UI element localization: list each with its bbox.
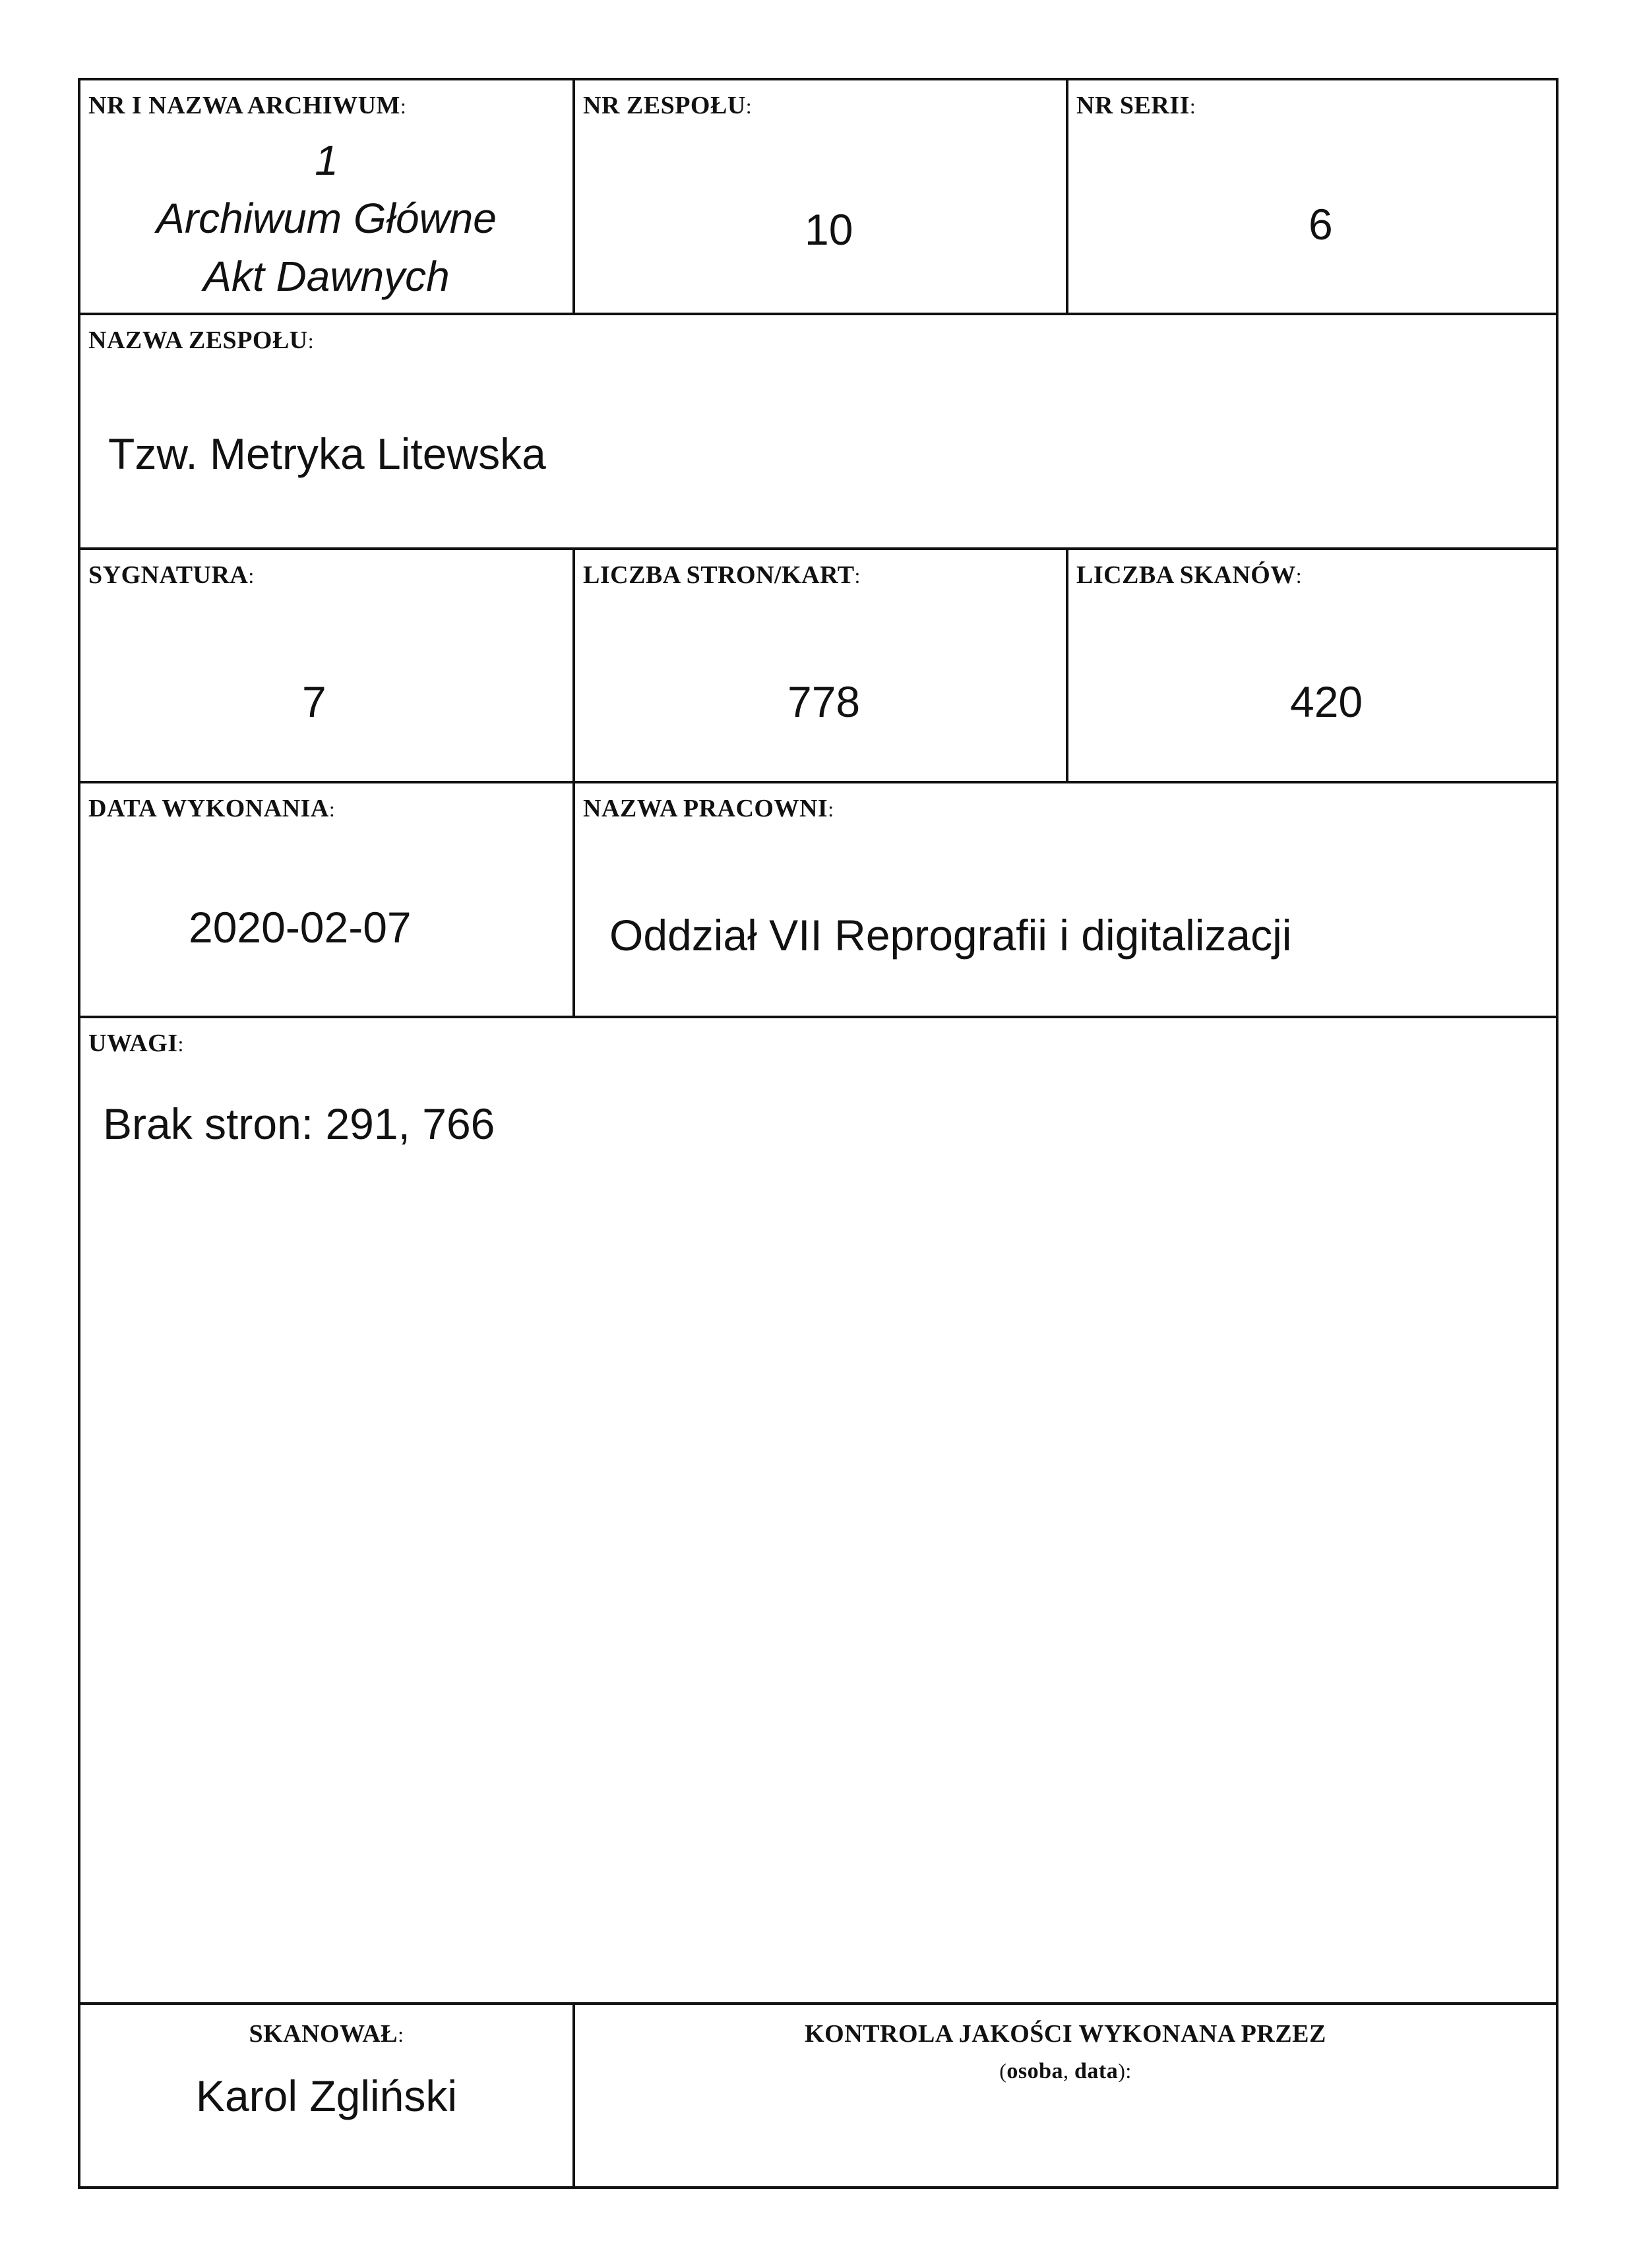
quality-control-person: osoba bbox=[1006, 2059, 1063, 2083]
scanned-by-value: Karol Zgliński bbox=[195, 2071, 458, 2120]
signature-value: 7 bbox=[302, 677, 326, 726]
fonds-number-cell bbox=[575, 80, 1066, 313]
remarks-value: Brak stron: 291, 766 bbox=[103, 1099, 495, 1148]
fonds-number-value: 10 bbox=[805, 205, 853, 254]
quality-control-cell bbox=[575, 2005, 1556, 2189]
scans-count-label: LICZBA SKANÓW: bbox=[1076, 561, 1303, 589]
quality-control-label: KONTROLA JAKOŚCI WYKONANA PRZEZ bbox=[805, 2020, 1326, 2048]
archive-name-line1: Archiwum Główne bbox=[156, 195, 497, 242]
workshop-name-cell bbox=[575, 783, 1556, 1016]
execution-date-label: DATA WYKONANIA: bbox=[88, 795, 336, 822]
series-number-cell bbox=[1068, 80, 1556, 313]
fonds-name-label: NAZWA ZESPOŁU: bbox=[88, 326, 315, 354]
archive-number: 1 bbox=[315, 137, 338, 184]
execution-date-value: 2020-02-07 bbox=[189, 903, 412, 952]
series-number-value: 6 bbox=[1309, 200, 1333, 249]
fonds-name-value: Tzw. Metryka Litewska bbox=[108, 429, 546, 478]
archive-cell bbox=[80, 80, 572, 313]
archive-label: NR I NAZWA ARCHIWUM: bbox=[88, 92, 407, 119]
workshop-name-value: Oddział VII Reprografii i digitalizacji bbox=[609, 911, 1292, 960]
remarks-label: UWAGI: bbox=[88, 1029, 184, 1057]
pages-count-label: LICZBA STRON/KART: bbox=[583, 561, 861, 589]
scan-metadata-form bbox=[78, 78, 1558, 2189]
scanned-by-cell bbox=[80, 2005, 572, 2189]
scans-count-value: 420 bbox=[1290, 677, 1363, 726]
workshop-name-label: NAZWA PRACOWNI: bbox=[583, 795, 834, 822]
signature-label: SYGNATURA: bbox=[88, 561, 255, 589]
fonds-number-label: NR ZESPOŁU: bbox=[583, 92, 753, 119]
remarks-cell bbox=[80, 1018, 1556, 2002]
quality-control-date: data bbox=[1074, 2059, 1119, 2083]
fonds-name-cell bbox=[80, 315, 1556, 547]
pages-count-cell bbox=[575, 550, 1066, 781]
quality-control-sublabel: (osoba, data): bbox=[999, 2059, 1132, 2083]
pages-count-value: 778 bbox=[787, 677, 861, 726]
scans-count-cell bbox=[1068, 550, 1556, 781]
scanned-by-label: SKANOWAŁ: bbox=[249, 2020, 404, 2048]
series-number-label: NR SERII: bbox=[1076, 92, 1196, 119]
archive-name-line2: Akt Dawnych bbox=[203, 253, 450, 300]
execution-date-cell bbox=[80, 783, 572, 1016]
signature-cell bbox=[80, 550, 572, 781]
